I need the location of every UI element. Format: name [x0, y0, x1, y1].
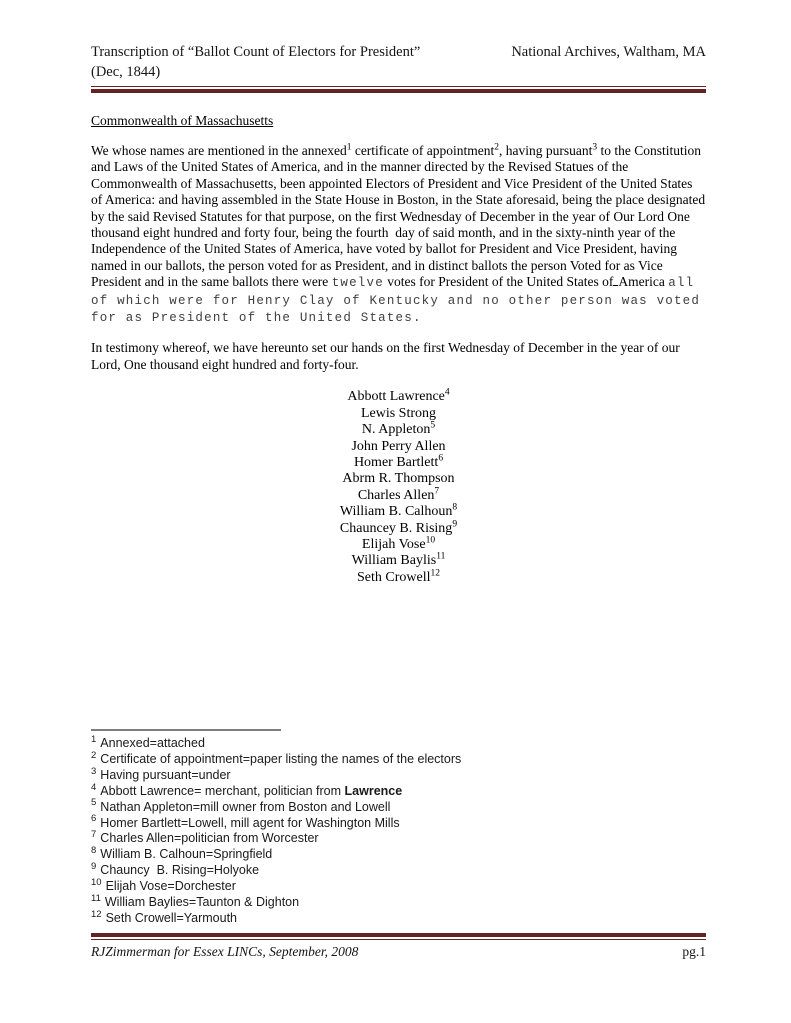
footnote-text: Elijah Vose=Dorchester — [105, 879, 236, 894]
text-segment: to the Constitution and Laws of the United States of America, and in the manner directed by the Revised Statues of the Commonwealth of Massachusetts, been appointed Electors of President and Vice President of the United States of America: and having assembled in the State House in Boston, in the State aforesaid, being the place designated by the said Revised Statutes for that purpose, on the first Wednesday of December in the year of Our Lord One thousand eight hundred and forty four, being the fourth day of said month, and in the sixty-ninth year of the Independence of the United States of America, have voted by ballot for President and Vice President, having named in our ballots, the person voted for as President, and in distinct ballots the person Voted for as Vice President and in the same ballots there were — [91, 143, 706, 290]
document-heading: Commonwealth of Massachusetts — [91, 113, 274, 128]
footnote-number: 3 — [91, 765, 97, 777]
footnote-line — [91, 908, 706, 927]
footnote-line — [91, 765, 706, 784]
footnote-text: Chauncy B. Rising=Holyoke — [100, 863, 260, 878]
footnote-text: Certificate of appointment=paper listing the names of the electors — [100, 751, 462, 766]
signature-line — [91, 488, 706, 504]
footnote-reference: 3 — [592, 142, 598, 153]
paragraph-certification — [91, 143, 706, 326]
typewriter-text-segment: twelve — [331, 276, 384, 291]
footnote-line — [91, 863, 706, 879]
signature-name: Charles Allen — [357, 487, 435, 503]
footnote-text: Having pursuant=under — [100, 767, 231, 782]
footnote-text: William B. Calhoun=Springfield — [100, 847, 273, 862]
footnote-reference: 9 — [452, 518, 458, 529]
footnote-text: Abbott Lawrence= merchant, politician from — [100, 783, 345, 798]
footnote-reference: 1 — [346, 142, 352, 153]
footnote-line — [91, 781, 706, 800]
signature-name: William B. Calhoun — [339, 504, 453, 520]
footnote-number: 9 — [91, 861, 97, 873]
signature-line — [91, 406, 706, 422]
footnote-line — [91, 797, 706, 816]
footnote-reference: 5 — [430, 420, 436, 431]
footnote-reference: 11 — [436, 551, 446, 562]
signature-line — [91, 455, 706, 471]
footer-page-number: pg.1 — [682, 943, 706, 959]
signature-line — [91, 518, 706, 537]
footnote-number: 10 — [91, 877, 102, 888]
footnote-line — [91, 879, 706, 895]
text-segment: We whose names are mentioned in the annexed — [91, 143, 347, 158]
footer-credit: RJZimmerman for Essex LINCs, September, 2008 — [91, 943, 359, 959]
header-row-1 — [91, 42, 706, 62]
footnote-text: Annexed=attached — [100, 736, 205, 750]
text-segment: America — [618, 274, 669, 290]
header-rule — [91, 86, 706, 93]
footnote-reference: 6 — [438, 453, 444, 464]
footnote-line — [91, 831, 706, 847]
footnote-text: Lawrence — [344, 783, 403, 798]
footnote-number: 2 — [91, 749, 97, 761]
footnote-line — [91, 749, 706, 768]
signature-name: Abbott Lawrence — [347, 389, 445, 405]
signature-name: Lewis Strong — [360, 405, 437, 421]
footnote-line — [91, 892, 706, 911]
footnote-number: 7 — [91, 829, 97, 841]
signature-line — [91, 439, 706, 455]
footnote-and-footer-block — [91, 729, 706, 960]
signature-line — [91, 537, 706, 553]
footnote-text: William Baylies=Taunton & Dighton — [104, 895, 300, 910]
footnote-number: 4 — [91, 781, 97, 793]
signature-line — [91, 553, 706, 569]
signature-name: Homer Bartlett — [353, 454, 439, 470]
signature-name: Seth Crowell — [357, 569, 431, 585]
signature-name: Chauncey B. Rising — [339, 520, 453, 536]
signature-line — [91, 570, 706, 586]
footnote-line — [91, 733, 706, 752]
footnote-number: 8 — [91, 845, 97, 857]
footnote-number: 11 — [91, 892, 101, 904]
page-header — [91, 0, 706, 82]
footnote-number: 1 — [91, 733, 97, 745]
footnote-text: Seth Crowell=Yarmouth — [105, 910, 238, 925]
footnote-line — [91, 813, 706, 832]
footnote-list — [91, 733, 706, 927]
footnote-reference: 10 — [425, 535, 436, 546]
header-title: Transcription of “Ballot Count of Electors for President” — [91, 44, 421, 60]
signature-name: John Perry Allen — [351, 438, 446, 454]
footnote-number: 6 — [91, 813, 97, 825]
signature-line — [91, 422, 706, 438]
text-segment: certificate of appointment — [351, 143, 495, 158]
footnote-reference: 8 — [452, 502, 458, 513]
footnote-line — [91, 847, 706, 863]
footnote-reference: 12 — [430, 568, 440, 579]
paragraph-testimony: In testimony whereof, we have hereunto set our hands on the first Wednesday of December in the year of our Lord, One thousand eight hundred and forty-four. — [91, 340, 680, 372]
typewriter-text-segment: all of which were for Henry Clay of Kentucky and no other person was voted for as President of the United States. — [91, 276, 701, 326]
header-subtitle: (Dec, 1844) — [91, 64, 161, 80]
page-footer — [91, 940, 706, 960]
footnote-text: Homer Bartlett=Lowell, mill agent for Washington Mills — [100, 815, 400, 830]
signature-name: Elijah Vose — [361, 536, 426, 552]
footnote-text: Nathan Appleton=mill owner from Boston and Lowell — [100, 799, 391, 814]
signature-name: Abrm R. Thompson — [342, 471, 455, 487]
footnote-reference: 2 — [494, 142, 500, 153]
footnote-number: 12 — [91, 908, 102, 920]
text-segment: , having pursuant — [499, 143, 593, 158]
footer-rule — [91, 933, 706, 940]
footnote-reference: 7 — [434, 486, 440, 497]
signature-name: William Baylis — [351, 553, 437, 569]
signature-line — [91, 471, 706, 487]
footnote-number: 5 — [91, 797, 97, 809]
signature-list — [91, 389, 706, 586]
text-segment: votes for President of the United States of — [383, 274, 614, 290]
footnote-reference: 4 — [444, 387, 450, 398]
signature-line — [91, 504, 706, 520]
header-location: National Archives, Waltham, MA — [511, 44, 706, 60]
footnote-separator — [91, 729, 281, 731]
footnote-text: Charles Allen=politician from Worcester — [100, 831, 319, 846]
signature-name: N. Appleton — [361, 422, 431, 438]
signature-line — [91, 389, 706, 405]
